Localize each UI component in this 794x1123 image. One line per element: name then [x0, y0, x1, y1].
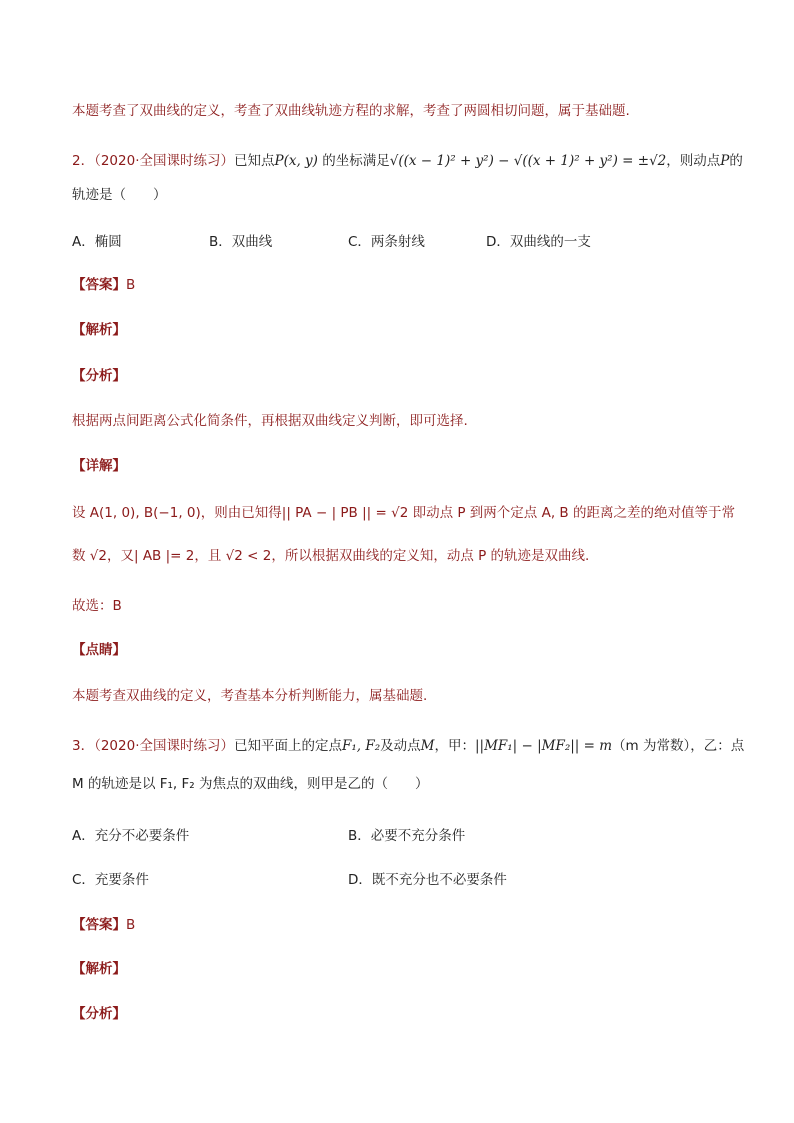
stem-text: 及动点	[380, 738, 421, 754]
question-3-stem-line2: M 的轨迹是以 F₁, F₂ 为焦点的双曲线，则甲是乙的（ ）	[72, 776, 429, 792]
option-d: D．双曲线的一支	[486, 234, 591, 250]
stem-text: 的坐标满足	[322, 153, 390, 169]
detail-line-2: 数 √2，又| AB |= 2，且 √2 < 2，所以根据双曲线的定义知，动点 P 的轨迹是双曲线.	[72, 548, 590, 564]
question-2-stem-line2: 轨迹是（ ）	[72, 187, 167, 203]
answer-value: B	[126, 277, 136, 293]
stem-text: ，甲：	[434, 738, 475, 754]
question-2-stem	[72, 151, 743, 171]
fenxi-text: 根据两点间距离公式化简条件，再根据双曲线定义判断，即可选择.	[72, 413, 468, 429]
option-c: C．两条射线	[348, 234, 425, 250]
point-m: M	[420, 738, 435, 754]
stem-text: 已知平面上的定点	[234, 738, 342, 754]
detail-line-1: 设 A(1, 0), B(−1, 0)，则由已知得|| PA − | PB || = √2 即动点 P 到两个定点 A, B 的距离之差的绝对值等于常	[72, 505, 735, 521]
stem-text: （m 为常数），乙：点	[612, 738, 745, 754]
foci-points: F₁, F₂	[342, 738, 381, 754]
analysis-label: 【解析】	[72, 322, 126, 338]
choice-result: 故选：B	[72, 598, 122, 614]
question-3-stem	[72, 736, 744, 756]
answer-label: 【答案】	[72, 277, 126, 293]
fenxi-label: 【分析】	[72, 1006, 126, 1022]
stem-text: 的	[729, 153, 743, 169]
option-d: D．既不充分也不必要条件	[348, 872, 507, 888]
option-a: A．充分不必要条件	[72, 828, 190, 844]
question-number: 3．	[72, 738, 95, 754]
question-number: 2．	[72, 153, 95, 169]
option-b: B．双曲线	[209, 234, 273, 250]
answer-line	[72, 915, 135, 935]
option-c: C．充要条件	[72, 872, 149, 888]
answer-value: B	[126, 917, 136, 933]
analysis-label: 【解析】	[72, 961, 126, 977]
question-source: （2020·全国课时练习）	[94, 738, 234, 754]
dianjing-text: 本题考查双曲线的定义，考查基本分析判断能力，属基础题.	[72, 688, 428, 704]
detail-label: 【详解】	[72, 458, 126, 474]
answer-line	[72, 275, 135, 295]
summary-text: 本题考查了双曲线的定义，考查了双曲线轨迹方程的求解，考查了两圆相切问题，属于基础题.	[72, 103, 630, 119]
condition-formula: √((x − 1)² + y²) − √((x + 1)² + y²) = ±√2	[389, 153, 667, 169]
point-p-coord: P(x, y)	[274, 153, 318, 169]
stem-text: 已知点	[234, 153, 275, 169]
point-p: P	[720, 153, 730, 169]
answer-label: 【答案】	[72, 917, 126, 933]
fenxi-label: 【分析】	[72, 368, 126, 384]
stem-text: ，则动点	[666, 153, 721, 169]
option-b: B．必要不充分条件	[348, 828, 466, 844]
option-a: A．椭圆	[72, 234, 122, 250]
question-source: （2020·全国课时练习）	[94, 153, 234, 169]
dianjing-label: 【点睛】	[72, 642, 126, 658]
condition-formula: ||MF₁| − |MF₂|| = m	[474, 738, 613, 754]
